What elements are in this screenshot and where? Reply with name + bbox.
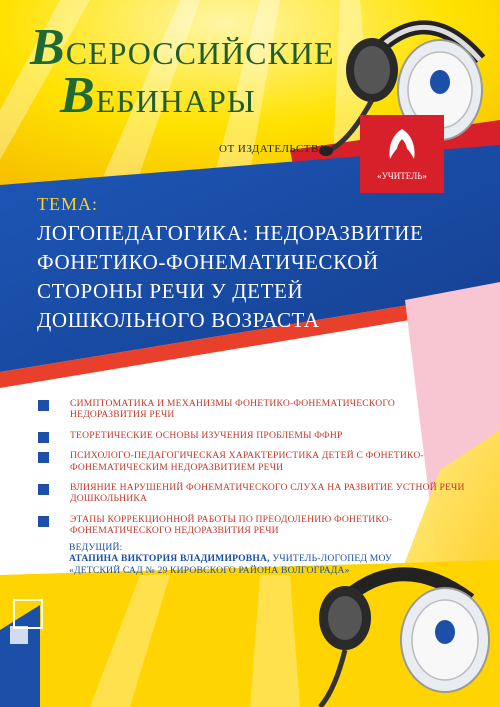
list-item-text: ЭТАПЫ КОРРЕКЦИОННОЙ РАБОТЫ ПО ПРЕОДОЛЕНИЮ ФОНЕТИКО-ФОНЕМАТИЧЕСКОГО НЕДОРАЗВИТИЯ РЕЧИ [70, 513, 393, 537]
presenter-label: ВЕДУЩИЙ: [69, 542, 123, 553]
square-bullet-icon [38, 452, 49, 463]
topics-list [38, 398, 468, 546]
topic-label: ТЕМА: [37, 194, 98, 214]
topic-text: ЛОГОПЕДАГОГИКА: НЕДОРАЗВИТИЕ ФОНЕТИКО-ФОНЕМАТИЧЕСКОЙ СТОРОНЫ РЕЧИ У ДЕТЕЙ ДОШКОЛЬНОГО ВОЗРАСТА [37, 221, 424, 332]
square-bullet-icon [38, 516, 49, 527]
title-cap-2: В [60, 67, 96, 124]
square-bullet-icon [38, 432, 49, 443]
logo-text: «УЧИТЕЛЬ» [377, 171, 427, 181]
list-item-text: ТЕОРЕТИЧЕСКИЕ ОСНОВЫ ИЗУЧЕНИЯ ПРОБЛЕМЫ ФФНР [70, 429, 343, 441]
title-rest-2: ЕБИНАРЫ [95, 83, 256, 119]
presenter-block [69, 542, 429, 576]
list-item [38, 450, 468, 473]
list-item [38, 398, 468, 421]
from-publisher: ОТ ИЗДАТЕЛЬСТВА [219, 143, 327, 155]
list-item-text: ВЛИЯНИЕ НАРУШЕНИЙ ФОНЕМАТИЧЕСКОГО СЛУХА НА РАЗВИТИЕ УСТНОЙ РЕЧИ ДОШКОЛЬНИКА [70, 482, 465, 505]
presenter-role: УЧИТЕЛЬ-ЛОГОПЕД МОУ «ДЕТСКИЙ САД № 29 КИРОВСКОГО РАЙОНА ВОЛГОГРАДА» [69, 553, 393, 576]
list-item [38, 482, 468, 505]
list-item [38, 514, 468, 537]
title-rest-1: СЕРОССИЙСКИЕ [65, 35, 335, 71]
square-bullet-icon [38, 400, 49, 411]
square-bullet-icon [38, 484, 49, 495]
title-line-2 [60, 66, 256, 125]
presenter-details [69, 553, 429, 576]
list-item-text: ПСИХОЛОГО-ПЕДАГОГИЧЕСКАЯ ХАРАКТЕРИСТИКА ДЕТЕЙ С ФОНЕТИКО-ФОНЕМАТИЧЕСКИМ НЕДОРАЗВИТИЕМ РЕЧИ [70, 450, 424, 473]
publisher-logo-icon [360, 115, 444, 193]
presenter-name: АТАПИНА ВИКТОРИЯ ВЛАДИМИРОВНА, [69, 553, 270, 565]
list-item-text: СИМПТОМАТИКА И МЕХАНИЗМЫ ФОНЕТИКО-ФОНЕМАТИЧЕСКОГО НЕДОРАЗВИТИЯ РЕЧИ [70, 398, 396, 421]
title-cap-1: В [30, 19, 66, 76]
list-item [38, 430, 468, 441]
